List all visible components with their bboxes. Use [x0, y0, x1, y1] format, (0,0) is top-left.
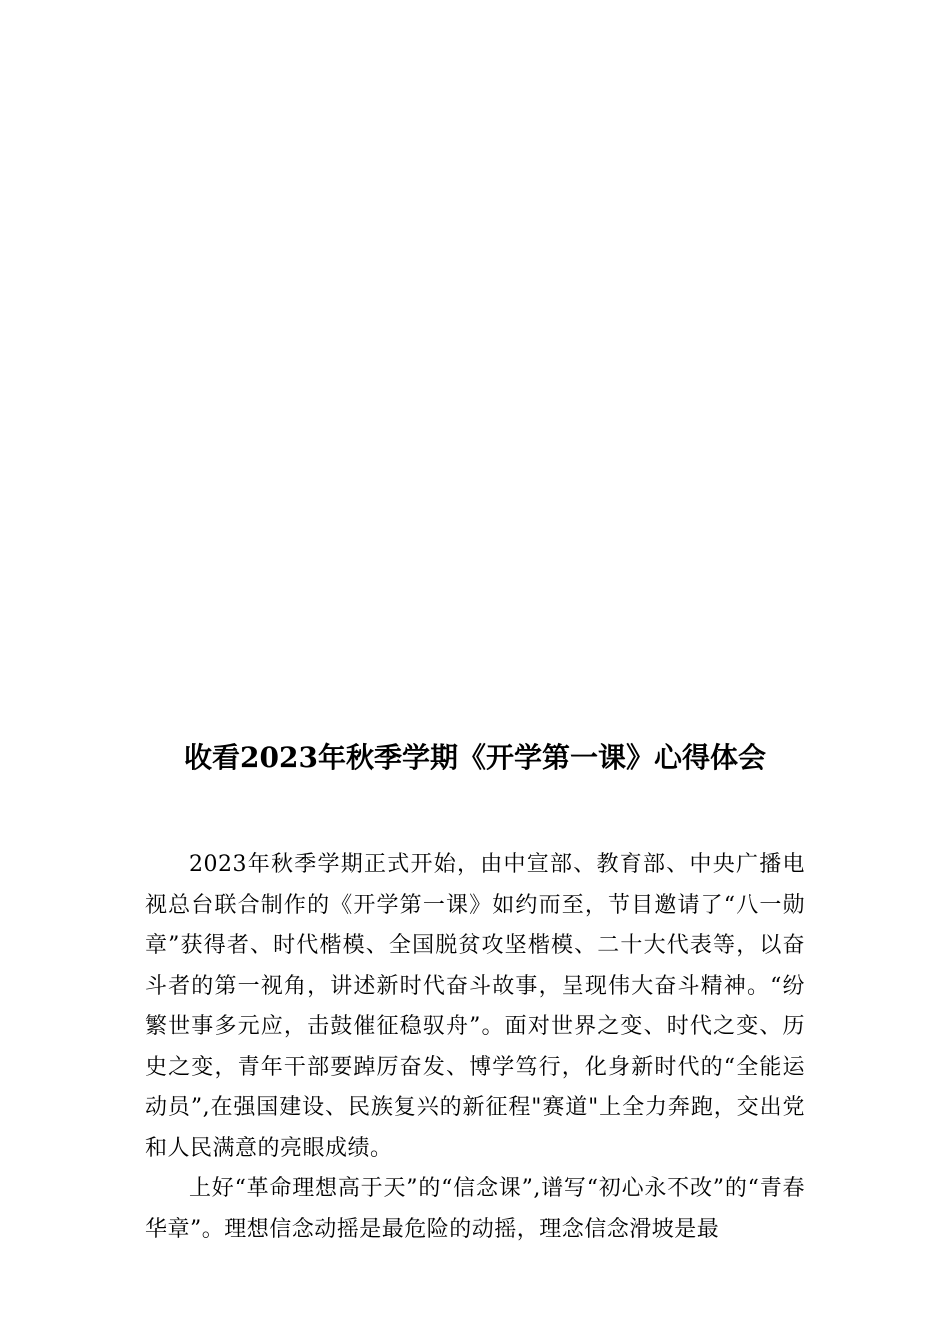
document-body — [145, 845, 805, 1250]
paragraph-1: 2023年秋季学期正式开始，由中宣部、教育部、中央广播电视总台联合制作的《开学第一课》如约而至，节目邀请了“八一勋章”获得者、时代楷模、全国脱贫攻坚楷模、二十大代表等，以奋斗者的第一视角，讲述新时代奋斗故事，呈现伟大奋斗精神。“纷繁世事多元应，击鼓催征稳驭舟”。面对世界之变、时代之变、历史之变，青年干部要踔厉奋发、博学笃行，化身新时代的“全能运动员”,在强国建设、民族复兴的新征程"赛道"上全力奔跑，交出党和人民满意的亮眼成绩。 — [145, 852, 805, 1161]
paragraph-2: 上好“革命理想高于天”的“信念课”,谱写“初心永不改”的“青春华章”。理想信念动摇是最危险的动摇，理念信念滑坡是最 — [145, 1176, 805, 1242]
document-title: 收看2023年秋季学期《开学第一课》心得体会 — [184, 741, 766, 774]
